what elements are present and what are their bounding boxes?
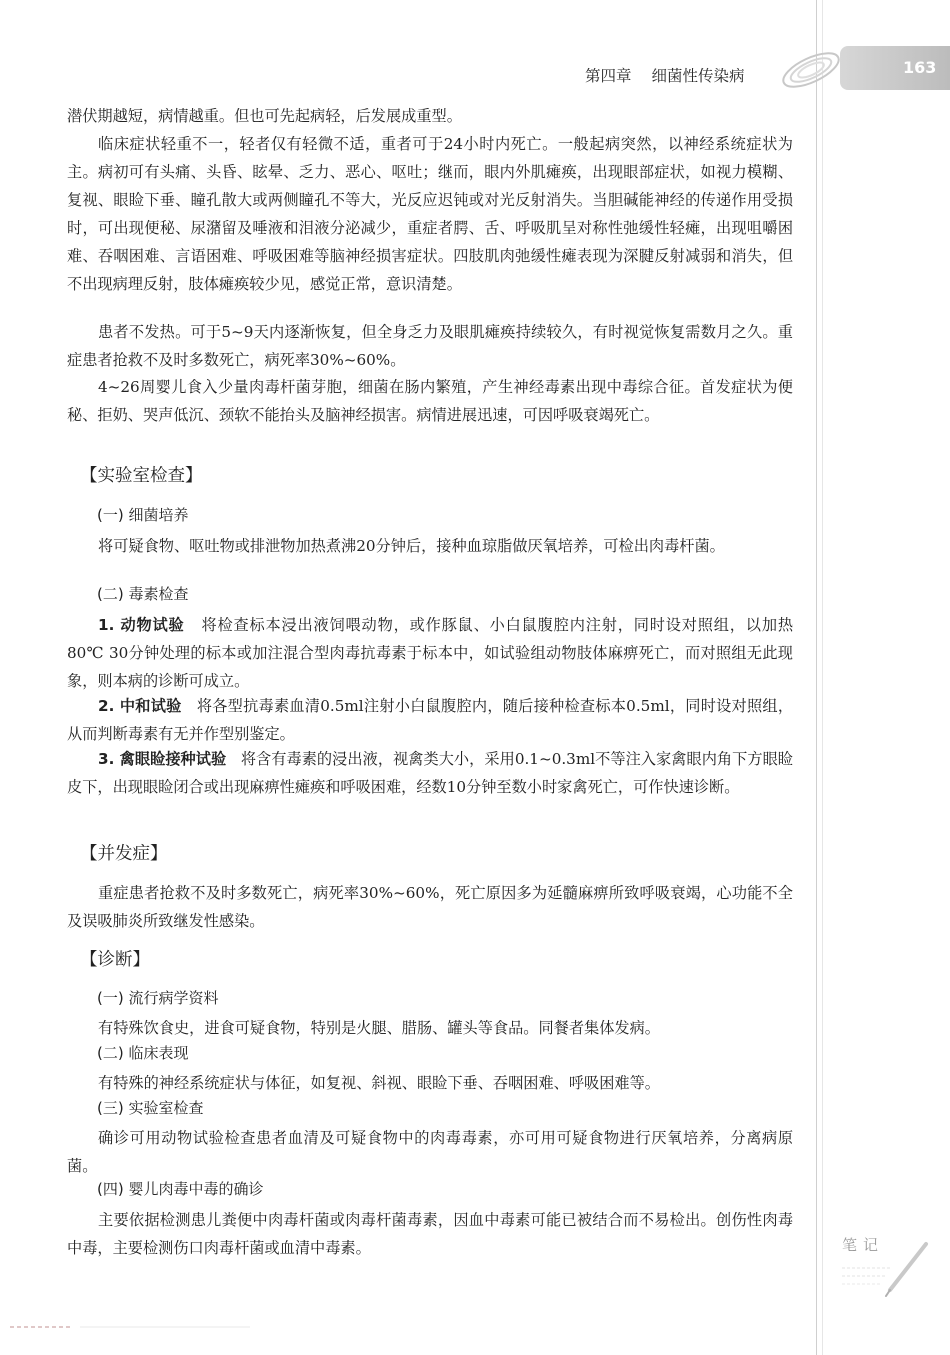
animal-test-paragraph	[67, 611, 793, 695]
eyelid-test-text: 将含有毒素的浸出液，视禽类大小，采用0.1~0.3ml不等注入家禽眼内角下方眼睑皮下，出现眼睑闭合或出现麻痹性瘫痪和呼吸困难，经数10分钟至数小时家禽死亡，可作快速诊断。	[67, 750, 793, 796]
complication-paragraph: 重症患者抢救不及时多数死亡，病死率30%~60%，死亡原因多为延髓麻痹所致呼吸衰竭，心功能不全及误吸肺炎所致继发性感染。	[67, 884, 793, 930]
fever-paragraph: 患者不发热。可于5~9天内逐渐恢复，但全身乏力及眼肌瘫痪持续较久，有时视觉恢复需数月之久。重症患者抢救不及时多数死亡，病死率30%~60%。	[67, 323, 793, 369]
animal-test-title: 1. 动物试验	[98, 616, 185, 634]
lab-heading: 【实验室检查】	[80, 466, 203, 486]
epidemiology-paragraph: 有特殊饮食史，进食可疑食物，特别是火腿、腊肠、罐头等食品。同餐者集体发病。	[98, 1019, 660, 1037]
lab-sub-toxin: (二) 毒素检查	[97, 585, 189, 603]
margin-divider-inner	[822, 0, 823, 1355]
animal-test-text: 将检查标本浸出液饲喂动物，或作豚鼠、小白鼠腹腔内注射，同时设对照组，以加热80℃ 30分钟处理的标本或加注混合型肉毒抗毒素于标本中，如试验组动物肢体麻痹死亡，而对照组无此现象，则本病的诊断可成立。	[67, 616, 794, 690]
diagnosis-sub-clinical: (二) 临床表现	[97, 1044, 189, 1062]
chapter-title: 细菌性传染病	[651, 67, 745, 85]
diagnosis-lab-paragraph: 确诊可用动物试验检查患者血清及可疑食物中的肉毒毒素，亦可用可疑食物进行厌氧培养，分离病原菌。	[67, 1129, 793, 1175]
culture-paragraph: 将可疑食物、呕吐物或排泄物加热煮沸20分钟后，接种血琼脂做厌氧培养，可检出肉毒杆菌。	[98, 537, 725, 555]
diagnosis-sub-infant: (四) 婴儿肉毒中毒的确诊	[97, 1180, 264, 1198]
complication-heading: 【并发症】	[80, 844, 168, 864]
pencil-icon	[880, 1240, 930, 1300]
neutralization-test-title: 2. 中和试验	[98, 697, 182, 715]
infant-diagnosis-paragraph: 主要依据检测患儿粪便中肉毒杆菌或肉毒杆菌毒素，因血中毒素可能已被结合而不易检出。创伤性肉毒中毒，主要检测伤口肉毒杆菌或血清中毒素。	[67, 1211, 793, 1257]
page-number: 163	[903, 58, 937, 77]
margin-divider	[816, 0, 817, 1355]
diagnosis-heading: 【诊断】	[80, 950, 150, 970]
intro-paragraph: 潜伏期越短，病情越重。但也可先起病轻，后发展成重型。	[67, 107, 462, 125]
swirl-ornament-icon	[776, 40, 846, 100]
diagnosis-sub-lab: (三) 实验室检查	[97, 1099, 204, 1117]
eyelid-test-title: 3. 禽眼睑接种试验	[98, 750, 227, 768]
neutralization-test-text: 将各型抗毒素血清0.5ml注射小白鼠腹腔内，随后接种检查标本0.5ml，同时设对照组，从而判断毒素有无并作型别鉴定。	[67, 697, 794, 743]
infant-paragraph: 4~26周婴儿食入少量肉毒杆菌芽胞，细菌在肠内繁殖，产生神经毒素出现中毒综合征。首发症状为便秘、拒奶、哭声低沉、颈软不能抬头及脑神经损害。病情进展迅速，可因呼吸衰竭死亡。	[67, 378, 793, 424]
scan-smudge	[10, 1324, 260, 1330]
chapter-number: 第四章	[585, 67, 632, 85]
neutralization-test-paragraph	[67, 692, 793, 748]
eyelid-test-paragraph	[67, 745, 793, 801]
clinical-sign-paragraph: 有特殊的神经系统症状与体征，如复视、斜视、眼睑下垂、吞咽困难、呼吸困难等。	[98, 1074, 660, 1092]
running-header	[585, 64, 745, 86]
diagnosis-sub-epidemiology: (一) 流行病学资料	[97, 989, 219, 1007]
lab-sub-culture: (一) 细菌培养	[97, 506, 189, 524]
notes-label: 笔记	[842, 1236, 885, 1254]
clinical-paragraph: 临床症状轻重不一，轻者仅有轻微不适，重者可于24小时内死亡。一般起病突然，以神经系统症状为主。病初可有头痛、头昏、眩晕、乏力、恶心、呕吐；继而，眼内外肌瘫痪，出现眼部症状，如视力模糊、复视、眼睑下垂、瞳孔散大或两侧瞳孔不等大，光反应迟钝或对光反射消失。当胆碱能神经的传递作用受损时，可出现便秘、尿潴留及唾液和泪液分泌减少，重症者腭、舌、呼吸肌呈对称性弛缓性轻瘫，出现咀嚼困难、吞咽困难、言语困难、呼吸困难等脑神经损害症状。四肢肌肉弛缓性瘫表现为深腱反射减弱和消失，但不出现病理反射，肢体瘫痪较少见，感觉正常，意识清楚。	[67, 135, 793, 293]
